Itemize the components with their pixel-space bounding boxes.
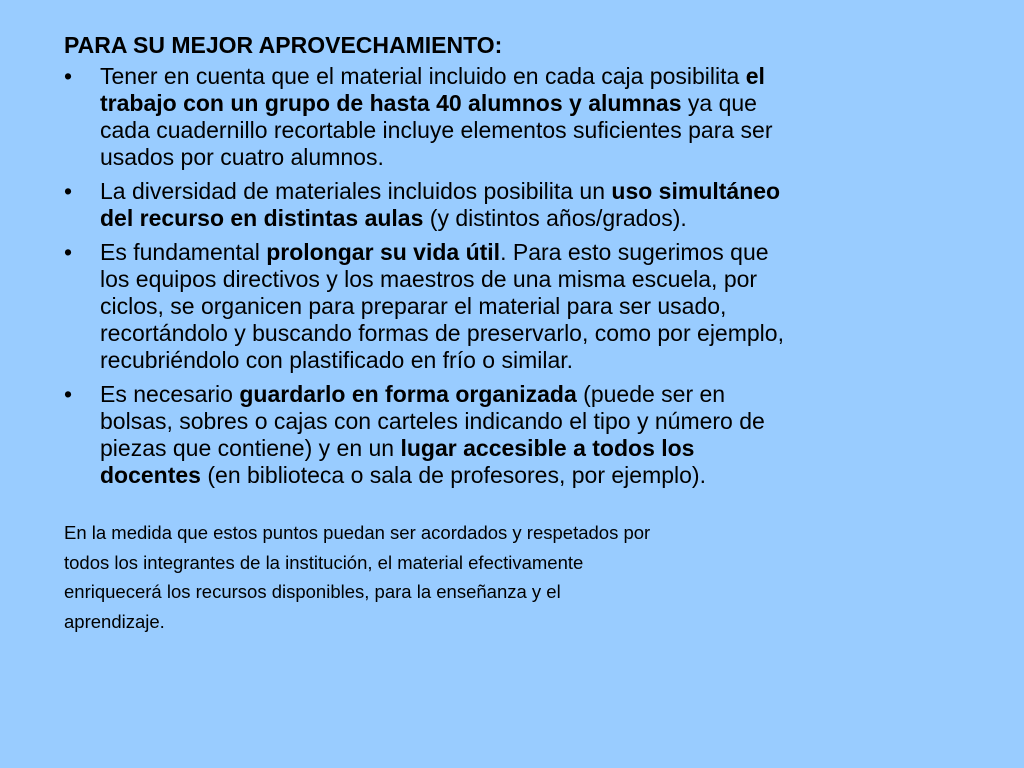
bullet-item — [64, 381, 964, 489]
bullet-emphasis: uso simultáneo — [611, 178, 781, 204]
bullet-emphasis: el — [745, 63, 765, 89]
bullet-line — [100, 63, 964, 90]
bullet-text: (puede ser en — [576, 381, 726, 407]
bullet-text: bolsas, sobres o cajas con carteles indicando el tipo y número de — [100, 408, 765, 434]
bullet-text: usados por cuatro alumnos. — [100, 144, 384, 170]
closing-line: todos los integrantes de la institución, el material efectivamente — [64, 551, 584, 573]
bullet-emphasis: docentes — [100, 462, 201, 488]
bullet-emphasis: lugar accesible a todos los — [400, 435, 695, 461]
bullet-emphasis: guardarlo en forma organizada — [239, 381, 577, 407]
closing-line: aprendizaje. — [64, 610, 165, 632]
bullet-text: La diversidad de materiales incluidos posibilita un — [100, 178, 612, 204]
bullet-line — [100, 320, 964, 347]
bullet-line — [100, 293, 964, 320]
bullet-emphasis: trabajo con un grupo de hasta 40 alumnos y alumnas — [100, 90, 682, 116]
slide-content — [64, 32, 964, 636]
bullet-line — [100, 90, 964, 117]
bullet-line — [100, 347, 964, 374]
bullet-marker: • — [64, 63, 73, 89]
bullet-text: ciclos, se organicen para preparar el material para ser usado, — [100, 293, 727, 319]
bullet-text: recortándolo y buscando formas de preservarlo, como por ejemplo, — [100, 320, 784, 346]
slide-heading: PARA SU MEJOR APROVECHAMIENTO: — [64, 32, 503, 58]
bullet-text: recubriéndolo con plastificado en frío o similar. — [100, 347, 574, 373]
bullet-list — [64, 63, 964, 489]
bullet-text: cada cuadernillo recortable incluye elementos suficientes para ser — [100, 117, 773, 143]
bullet-line — [100, 266, 964, 293]
bullet-text: ya que — [681, 90, 757, 116]
bullet-line — [100, 205, 964, 232]
bullet-line — [100, 408, 964, 435]
bullet-marker: • — [64, 381, 73, 407]
bullet-marker: • — [64, 178, 73, 204]
bullet-text: piezas que contiene) y en un — [100, 435, 401, 461]
bullet-text: Es necesario — [100, 381, 240, 407]
closing-line: En la medida que estos puntos puedan ser acordados y respetados por — [64, 522, 651, 543]
closing-line: enriquecerá los recursos disponibles, para la enseñanza y el — [64, 581, 561, 602]
bullet-item — [64, 178, 964, 232]
bullet-line — [100, 117, 964, 144]
bullet-line — [100, 178, 964, 205]
bullet-line — [100, 381, 964, 408]
bullet-line — [100, 144, 964, 171]
closing-paragraph — [64, 518, 964, 636]
bullet-text: (en biblioteca o sala de profesores, por ejemplo). — [200, 462, 706, 488]
bullet-text: . Para esto sugerimos que — [500, 239, 769, 265]
bullet-line — [100, 239, 964, 266]
bullet-item — [64, 63, 964, 171]
bullet-text: Es fundamental — [100, 239, 267, 265]
bullet-line — [100, 462, 964, 489]
bullet-emphasis: prolongar su vida útil — [266, 239, 501, 265]
bullet-text: (y distintos años/grados). — [423, 205, 687, 231]
bullet-marker: • — [64, 239, 73, 265]
bullet-line — [100, 435, 964, 462]
bullet-emphasis: del recurso en distintas aulas — [100, 205, 424, 231]
bullet-item — [64, 239, 964, 374]
bullet-text: Tener en cuenta que el material incluido en cada caja posibilita — [100, 63, 746, 89]
bullet-text: los equipos directivos y los maestros de una misma escuela, por — [100, 266, 758, 292]
